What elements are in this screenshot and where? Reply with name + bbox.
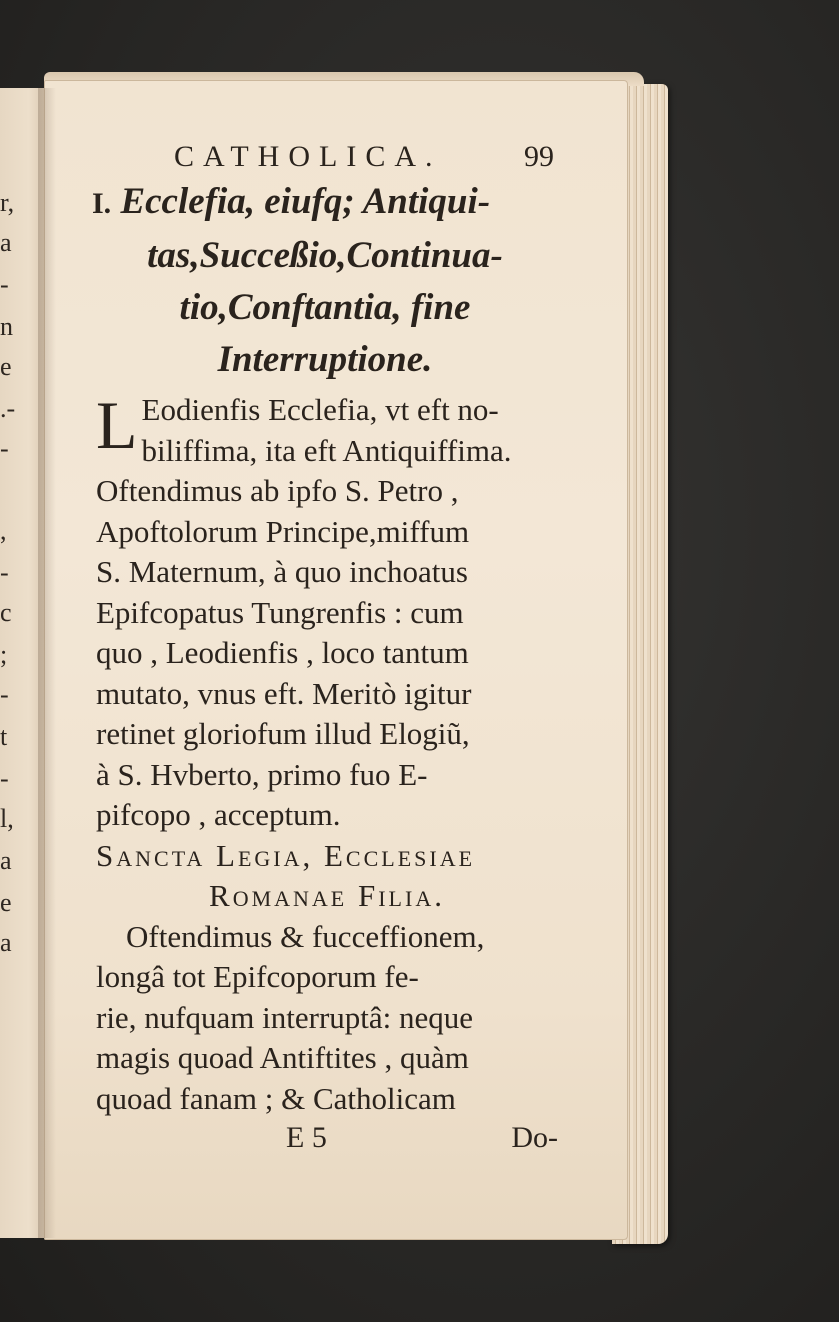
left-page-fragment: a xyxy=(0,228,12,257)
left-page-fragment: e xyxy=(0,888,12,917)
gutter-shadow xyxy=(38,88,56,1238)
left-page-fragment: r, xyxy=(0,188,15,217)
text-line: mutato, vnus eft. Meritò igitur xyxy=(96,675,472,711)
motto-line: Sancta Legia, Ecclesiae xyxy=(96,837,476,873)
text-line: S. Maternum, à quo inchoatus xyxy=(96,554,468,589)
left-page-fragment: l, xyxy=(0,804,14,833)
title-text: Ecclefia, eiufq; Antiqui- xyxy=(120,181,491,222)
left-page-fragment: - xyxy=(0,270,9,299)
running-head: CATHOLICA. xyxy=(174,140,442,173)
left-page-fragment: e xyxy=(0,352,12,381)
left-page-fragment: a xyxy=(0,846,12,875)
text-line: pifcopo , acceptum. xyxy=(96,797,341,832)
page-number: 99 xyxy=(524,140,554,173)
text-line: longâ tot Epifcoporum fe- xyxy=(96,959,419,994)
page-text xyxy=(92,140,558,1155)
signature-mark: E 5 xyxy=(286,1121,327,1154)
catchword: Do- xyxy=(511,1121,558,1154)
text-line: Oftendimus ab ipfo S. Petro , xyxy=(96,473,459,508)
text-line: quoad fanam ; & Catholicam xyxy=(96,1080,456,1116)
left-page-fragment: a xyxy=(0,928,12,957)
left-page-fragment: - xyxy=(0,680,9,709)
section-title-line: tio,Conftantia, fine xyxy=(179,287,471,328)
left-page-fragment: , xyxy=(0,516,7,545)
left-page-fragment: ; xyxy=(0,640,8,669)
left-page-fragment: n xyxy=(0,312,13,341)
text-line: retinet gloriofum illud Elogiũ, xyxy=(96,716,470,751)
page-header xyxy=(174,140,558,174)
left-page-fragment: c xyxy=(0,598,12,627)
text-line: rie, nufquam interruptâ: neque xyxy=(96,999,474,1035)
section-number: I. xyxy=(92,187,112,220)
body-paragraph-1 xyxy=(96,387,558,1119)
section-title-line: tas,Succeßio,Continua- xyxy=(147,235,503,276)
left-page-fragment: .- xyxy=(0,394,16,423)
text-line: magis quoad Antiftites , quàm xyxy=(96,1040,469,1075)
drop-cap: L xyxy=(96,387,138,463)
text-line: Apoftolorum Principe,miffum xyxy=(96,513,470,549)
motto-line: Romanae Filia. xyxy=(209,878,445,913)
text-line: Oftendimus & fucceffionem, xyxy=(126,918,485,954)
left-page-fragment: - xyxy=(0,558,9,587)
text-line: Eodienfis Ecclefia, vt eft no- xyxy=(141,392,499,427)
left-page-fragment: - xyxy=(0,764,9,793)
left-page-fragment: - xyxy=(0,434,9,463)
section-title-line xyxy=(92,176,558,230)
text-line: Epifcopatus Tungrenfis : cum xyxy=(96,594,464,630)
text-line: quo , Leodienfis , loco tantum xyxy=(96,635,469,670)
text-line: à S. Hvberto, primo fuo E- xyxy=(96,756,428,792)
left-page-fragment: t xyxy=(0,722,8,751)
section-title-line: Interruptione. xyxy=(217,339,433,380)
text-line: biliffima, ita eft Antiquiffima. xyxy=(141,432,512,468)
page-footer xyxy=(96,1121,558,1155)
